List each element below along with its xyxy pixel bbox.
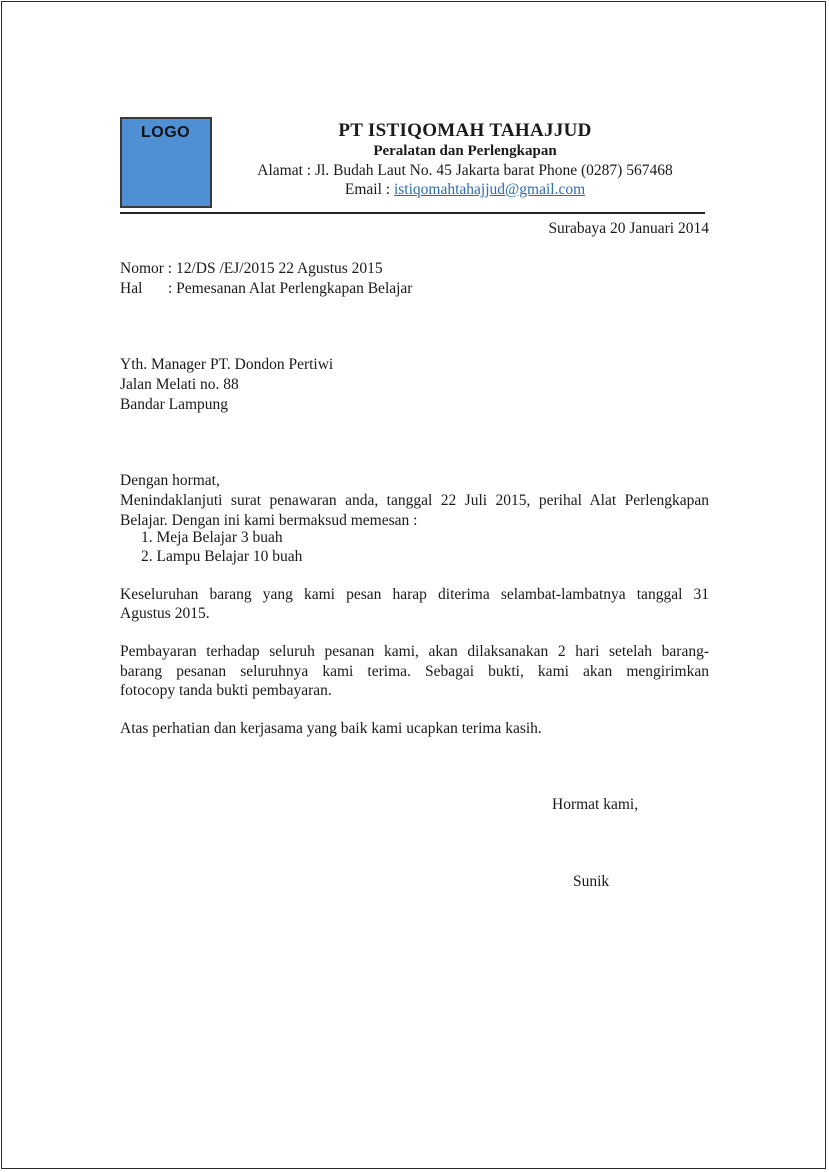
paragraph-2-line-1: Keseluruhan barang yang kami pesan harap diterima selambat-lambatnya tanggal 31 [120,586,709,603]
recipient-street: Jalan Melati no. 88 [120,376,239,393]
greeting: Dengan hormat, [120,472,220,489]
paragraph-3-line-1: Pembayaran terhadap seluruh pesanan kami, akan dilaksanakan 2 hari setelah barang- [120,643,709,660]
paragraph-3-line-3: fotocopy tanda bukti pembayaran. [120,682,332,699]
recipient-name: Yth. Manager PT. Dondon Pertiwi [120,356,334,373]
paragraph-2-line-2: Agustus 2015. [120,605,210,622]
letter-subject [120,279,412,298]
paragraph-1-line-1: Menindaklanjuti surat penawaran anda, tanggal 22 Juli 2015, perihal Alat Perlengkapan [120,492,709,509]
recipient-city: Bandar Lampung [120,396,229,413]
company-tagline: Peralatan dan Perlengkapan [373,143,557,159]
letter-number: Nomor : 12/DS /EJ/2015 22 Agustus 2015 [120,260,383,277]
company-logo [120,117,212,208]
subject-value: : Pemesanan Alat Perlengkapan Belajar [168,280,413,297]
email-link[interactable]: istiqomahtahajjud@gmail.com [393,181,586,198]
company-address: Alamat : Jl. Budah Laut No. 45 Jakarta barat Phone (0287) 567468 [257,162,673,179]
signatory-name: Sunik [573,873,610,890]
letter-date: Surabaya 20 Januari 2014 [548,220,709,237]
company-email-line [212,181,718,199]
logo-label: LOGO [141,124,191,141]
email-label: Email : [344,181,394,198]
closing-sentence: Atas perhatian dan kerjasama yang baik kami ucapkan terima kasih. [120,720,542,737]
order-item: 1. Meja Belajar 3 buah [141,529,283,546]
paragraph-1-line-2: Belajar. Dengan ini kami bermaksud memesan : [120,512,418,529]
letterhead-divider [120,212,705,214]
order-item: 2. Lampu Belajar 10 buah [141,548,303,565]
subject-label: Hal [120,280,143,297]
paragraph-3-line-2: barang pesanan seluruhnya kami terima. Sebagai bukti, kami akan mengirimkan [120,663,709,680]
signature-salutation: Hormat kami, [552,796,639,813]
company-name: PT ISTIQOMAH TAHAJJUD [338,120,592,141]
